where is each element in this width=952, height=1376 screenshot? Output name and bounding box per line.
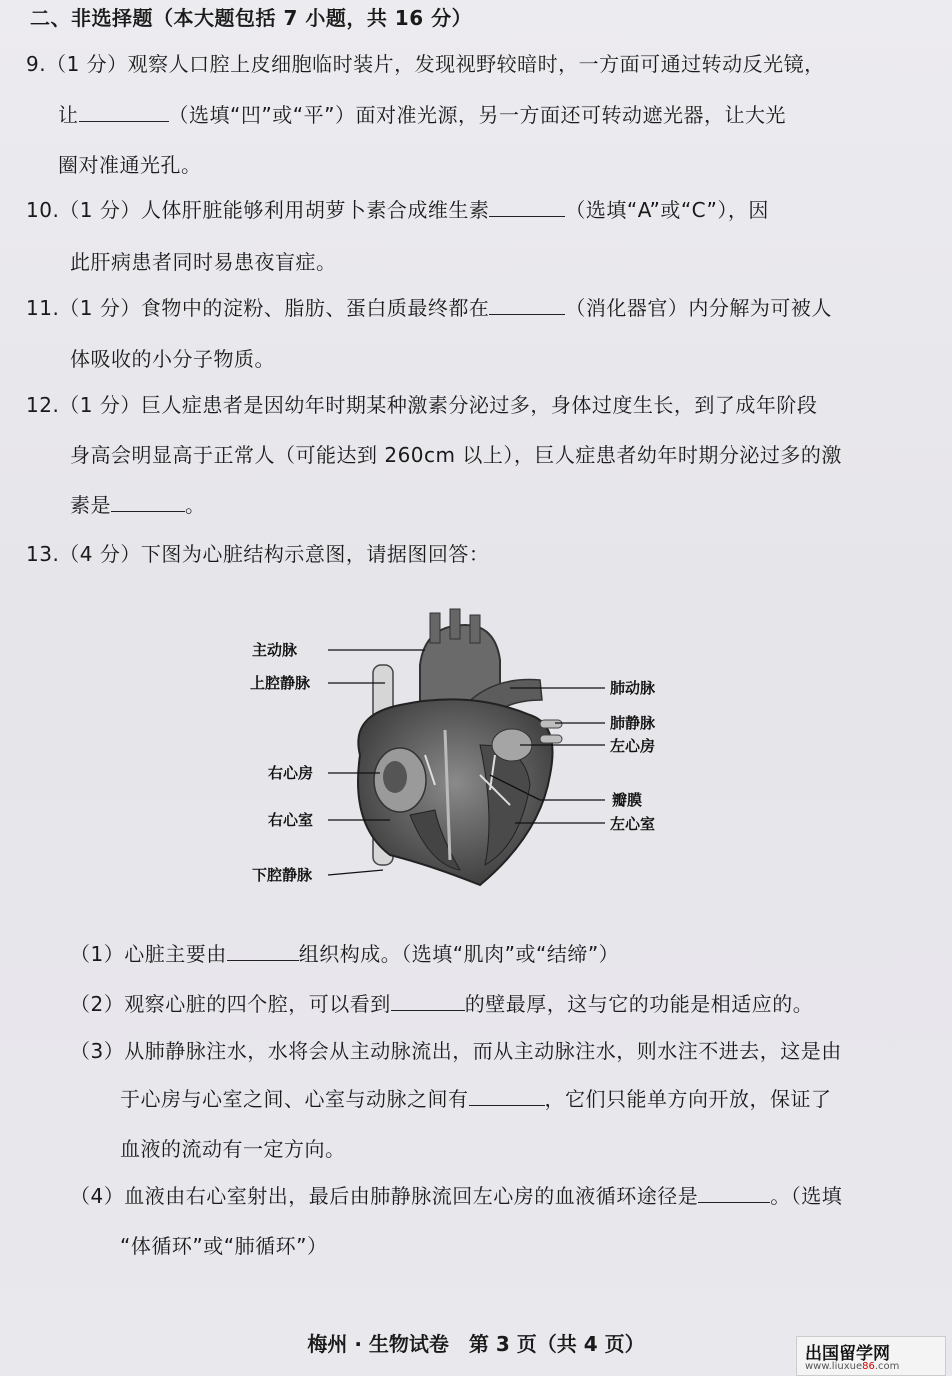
label-right-atrium: 右心房	[268, 764, 314, 782]
q13-sub1-b: 组织构成。（选填“肌肉”或“结缔”）	[298, 942, 620, 966]
watermark-url-prefix: www.liuxue	[805, 1361, 863, 1372]
label-superior-vena-cava: 上腔静脉	[250, 674, 311, 692]
label-valve: 瓣膜	[612, 791, 643, 809]
q11-line1-a: 11.（1 分）食物中的淀粉、脂肪、蛋白质最终都在	[26, 296, 490, 320]
q12-line3-a: 素是	[70, 493, 111, 517]
q11-line2: 体吸收的小分子物质。	[70, 347, 275, 371]
watermark-title: 出国留学网	[805, 1344, 890, 1364]
q13-sub3-line2-a: 于心房与心室之间、心室与动脉之间有	[120, 1087, 469, 1111]
answer-blank[interactable]	[391, 990, 465, 1011]
answer-blank[interactable]	[698, 1182, 770, 1203]
q13-sub3-line3: 血液的流动有一定方向。	[120, 1137, 346, 1161]
q13-sub4-line1-a: （4）血液由右心室射出，最后由肺静脉流回左心房的血液循环途径是	[70, 1184, 699, 1208]
q9-line2	[58, 101, 786, 129]
q13-sub1-a: （1）心脏主要由	[70, 942, 227, 966]
answer-blank[interactable]	[111, 491, 185, 512]
q13-sub2-a: （2）观察心脏的四个腔，可以看到	[70, 992, 391, 1016]
q12-line1: 12.（1 分）巨人症患者是因幼年时期某种激素分泌过多，身体过度生长，到了成年阶段	[26, 393, 818, 417]
label-right-ventricle: 右心室	[268, 811, 314, 829]
q11-line1	[26, 294, 832, 322]
q12-line3	[70, 491, 206, 519]
q13-sub2-b: 的壁最厚，这与它的功能是相适应的。	[464, 992, 814, 1016]
q11-line1-b: （消化器官）内分解为可被人	[565, 296, 832, 320]
site-watermark	[796, 1336, 946, 1376]
q9-line3: 圈对准通光孔。	[58, 153, 202, 177]
label-left-atrium: 左心房	[610, 737, 656, 755]
answer-blank[interactable]	[469, 1085, 545, 1106]
answer-blank[interactable]	[227, 940, 299, 961]
q12-line3-b: 。	[185, 493, 206, 517]
q10-line1-b: （选填“A”或“C”），因	[565, 198, 769, 222]
label-pulmonary-artery: 肺动脉	[610, 679, 656, 697]
q13-sub3-line2	[120, 1085, 832, 1113]
q13-sub3-line2-b: ，它们只能单方向开放，保证了	[544, 1087, 832, 1111]
page-footer: 梅州 · 生物试卷 第 3 页（共 4 页）	[307, 1332, 645, 1356]
answer-blank[interactable]	[489, 196, 565, 217]
q9-line1: 9.（1 分）观察人口腔上皮细胞临时装片，发现视野较暗时，一方面可通过转动反光镜，	[26, 52, 825, 76]
q13-sub1	[70, 940, 619, 968]
q13-sub3-line1: （3）从肺静脉注水，水将会从主动脉流出，而从主动脉注水，则水注不进去，这是由	[70, 1039, 842, 1063]
q10-line1-a: 10.（1 分）人体肝脏能够利用胡萝卜素合成维生素	[26, 198, 490, 222]
q12-line2: 身高会明显高于正常人（可能达到 260cm 以上），巨人症患者幼年时期分泌过多的激	[70, 443, 842, 467]
watermark-url-suffix: .com	[874, 1361, 900, 1372]
q13-sub2	[70, 990, 813, 1018]
label-inferior-vena-cava: 下腔静脉	[252, 866, 313, 884]
answer-blank[interactable]	[79, 101, 169, 122]
q13-sub4-line2: “体循环”或“肺循环”）	[120, 1234, 328, 1258]
label-pulmonary-vein: 肺静脉	[610, 714, 656, 732]
label-left-ventricle: 左心室	[610, 815, 656, 833]
section-header: 二、非选择题（本大题包括 7 小题，共 16 分）	[30, 6, 473, 30]
watermark-url-num: 86	[862, 1361, 875, 1372]
q13-intro: 13.（4 分）下图为心脏结构示意图，请据图回答：	[26, 542, 490, 566]
q10-line2: 此肝病患者同时易患夜盲症。	[70, 250, 337, 274]
q13-sub4-line1	[70, 1182, 842, 1210]
q9-line2-a: 让	[58, 103, 79, 127]
q9-line2-b: （选填“凹”或“平”）面对准光源，另一方面还可转动遮光器，让大光	[168, 103, 786, 127]
q10-line1	[26, 196, 769, 224]
answer-blank[interactable]	[489, 294, 565, 315]
q13-sub4-line1-b: 。（选填	[770, 1184, 843, 1208]
label-aorta: 主动脉	[252, 641, 298, 659]
watermark-url	[805, 1361, 899, 1372]
heart-diagram	[250, 605, 710, 905]
